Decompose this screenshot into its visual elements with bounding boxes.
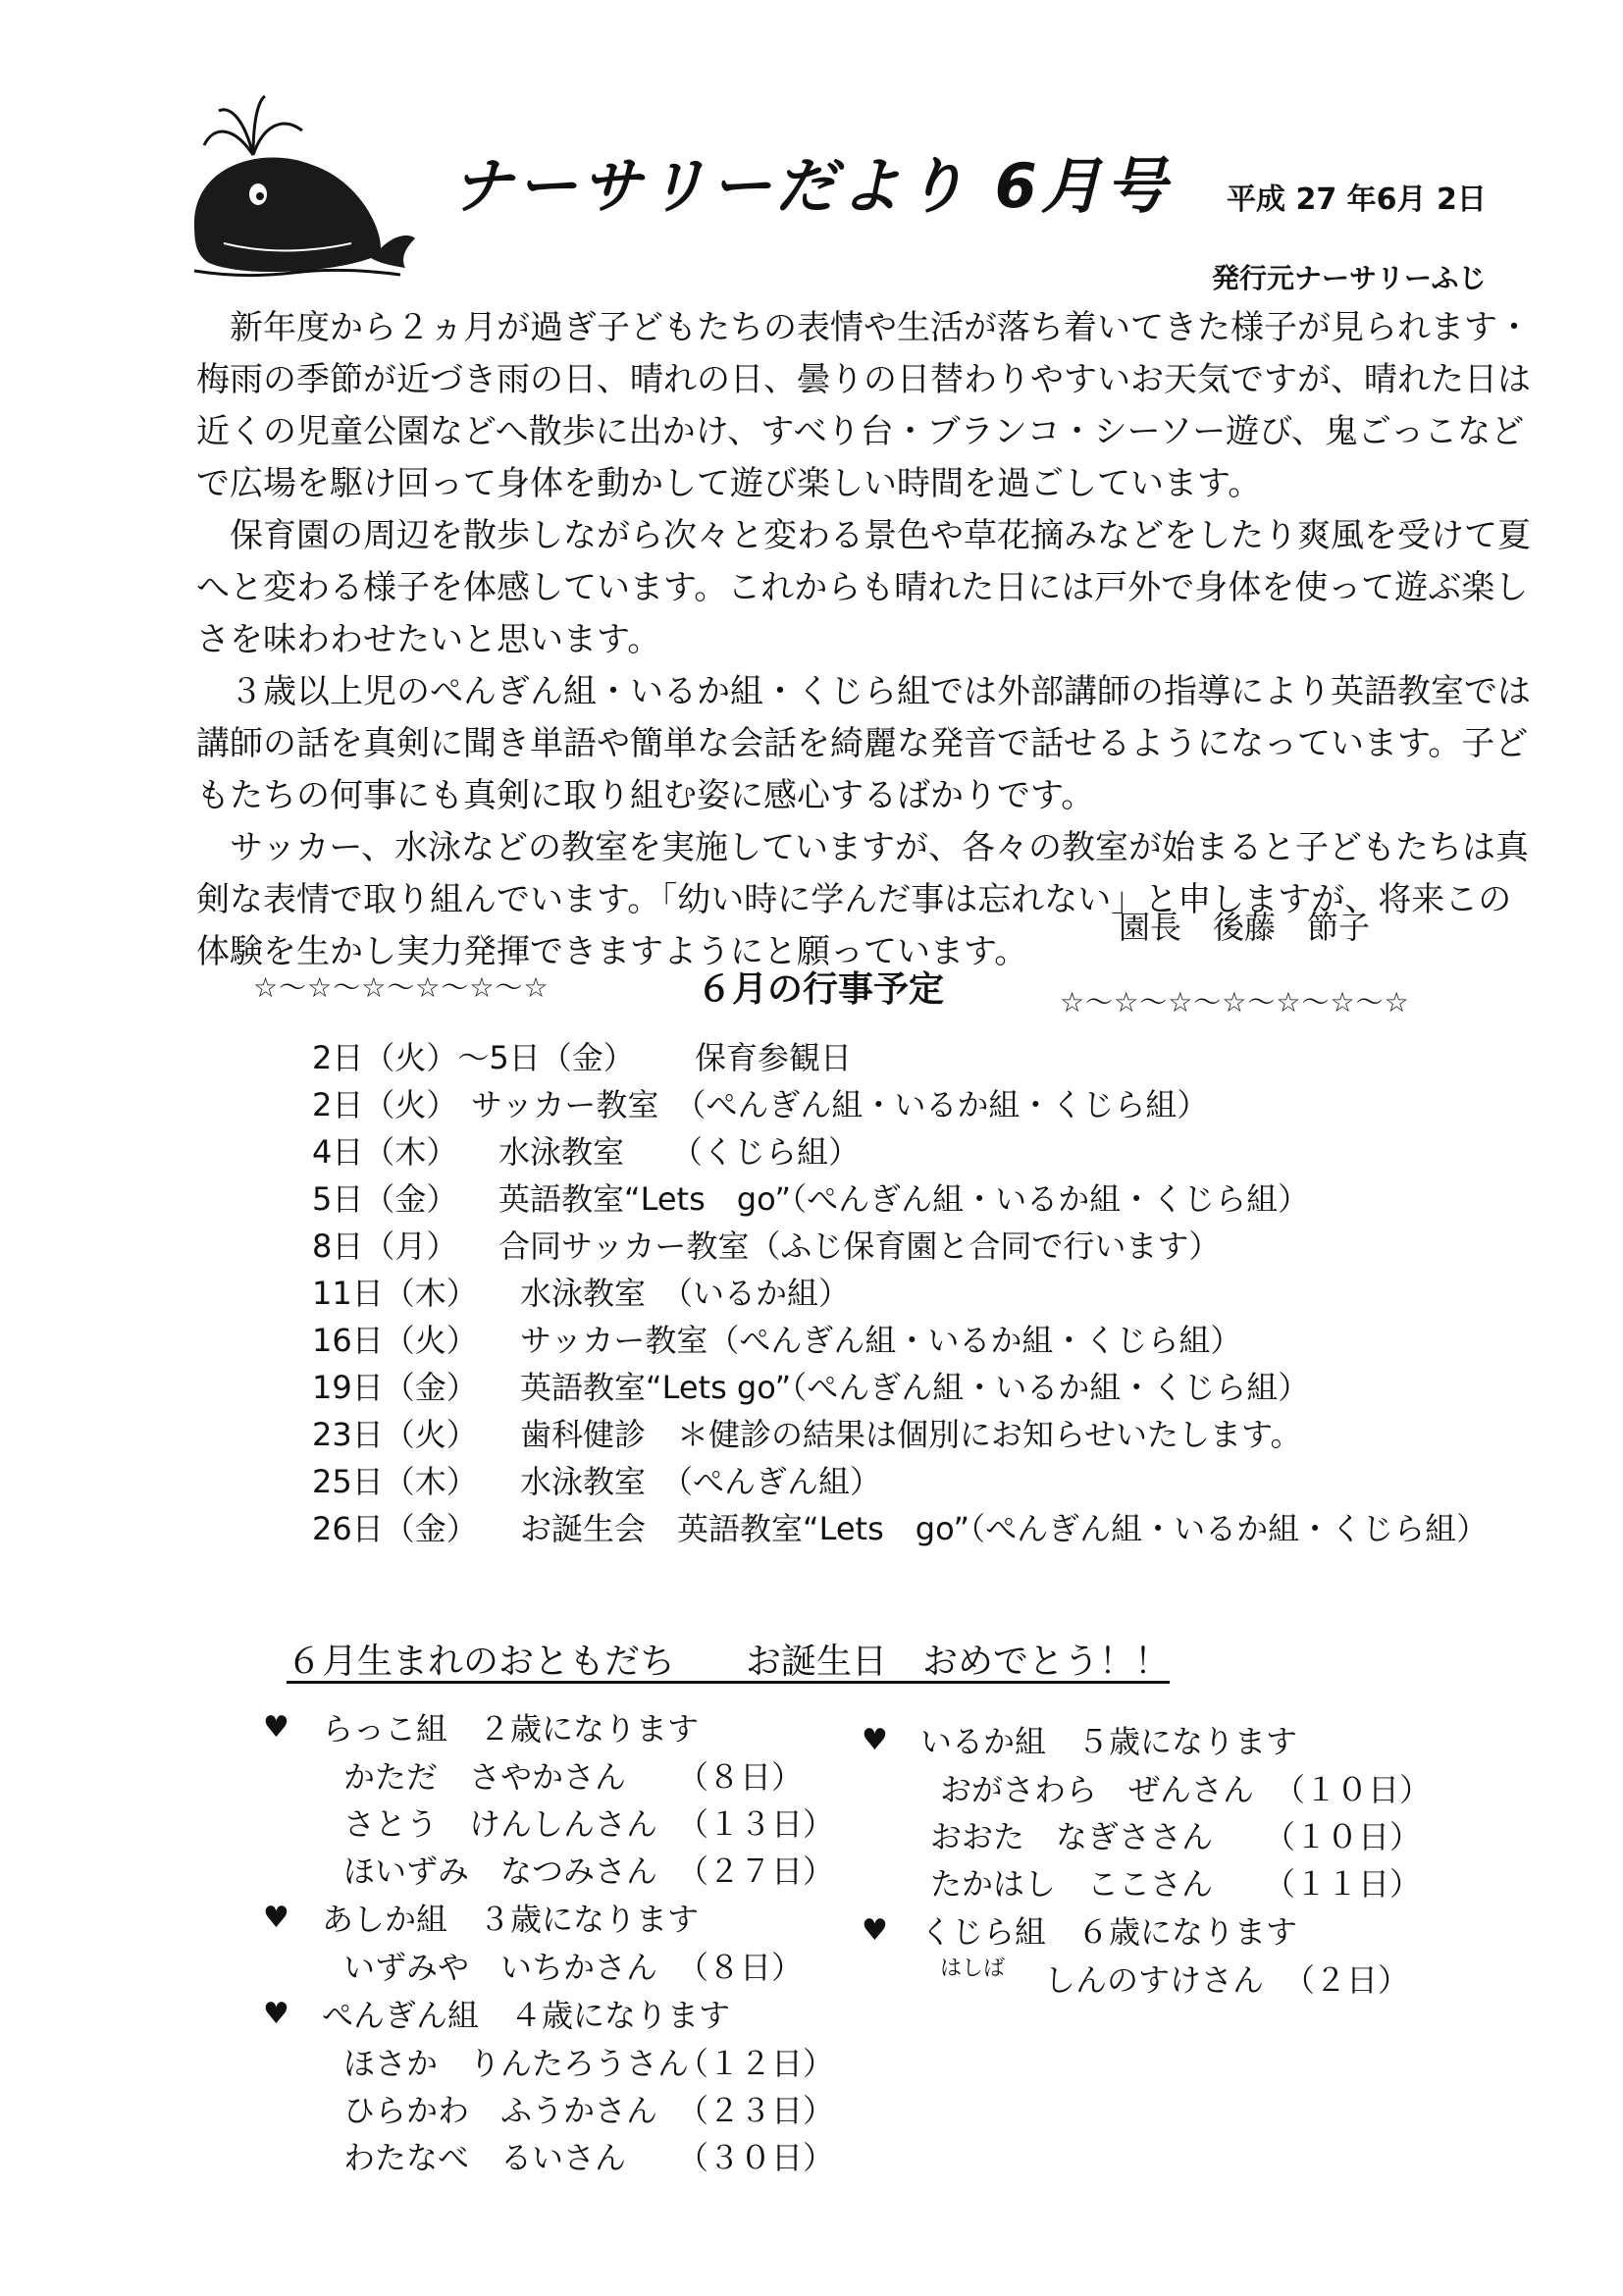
event-date: 16日（火） (312, 1322, 478, 1359)
event-date: 23日（火） (312, 1416, 478, 1453)
newsletter-title: ナーサリーだより 6月号 (451, 150, 1171, 222)
event-desc: お誕生会 英語教室“Lets go”（ぺんぎん組・いるか組・くじら組） (520, 1510, 1489, 1547)
child-row (862, 1955, 1490, 2002)
event-row (312, 1221, 1607, 1268)
heart-icon: ♥ (263, 1996, 289, 2031)
paragraph: ３歳以上児のぺんぎん組・いるか組・くじら組では外部講師の指導により英語教室では講師の話を真剣に聞き単語や簡単な会話を綺麗な発音で話せるようになっています。子どもたちの何事にも真剣に取り組む姿に感心するばかりです。 (196, 672, 1531, 815)
child-day: （１２日） (677, 2045, 835, 2082)
event-row (312, 1503, 1607, 1550)
birthday-column-left (263, 1702, 891, 2179)
child-name: ほさか りんたろうさん (343, 2045, 690, 2082)
event-row (312, 1174, 1607, 1221)
child-row (263, 1751, 891, 1799)
child-row (862, 1811, 1490, 1858)
event-desc: 合同サッカー教室（ふじ保育園と合同で行います） (498, 1227, 1221, 1265)
child-day: （２７日） (677, 1852, 835, 1890)
child-row (862, 1764, 1490, 1811)
class-group (263, 1893, 891, 1989)
birthday-title: ６月生まれのおともだち お誕生日 おめでとう！！ (287, 1642, 1171, 1682)
event-desc: サッカー教室（ぺんぎん組・いるか組・くじら組） (520, 1322, 1242, 1359)
child-row (862, 1858, 1490, 1905)
child-name: いずみや いちかさん (343, 1949, 658, 1986)
event-row (312, 1126, 1607, 1174)
event-desc: 英語教室“Lets go”（ぺんぎん組・いるか組・くじら組） (498, 1180, 1310, 1218)
class-heading-text: いるか組 ５歳になります (920, 1723, 1298, 1760)
child-day: （１０日） (1274, 1771, 1432, 1808)
events-title: ６月の行事予定 (697, 969, 945, 1010)
principal-signature: 園長 後藤 節子 (1119, 909, 1371, 946)
class-group (862, 1715, 1490, 1905)
heart-icon: ♥ (862, 1912, 888, 1948)
event-date: 19日（金） (312, 1369, 478, 1406)
child-name: わたなべ るいさん (343, 2139, 627, 2176)
child-day: （１０日） (1264, 1818, 1422, 1855)
child-row (263, 1846, 891, 1893)
child-day: （２日） (1283, 1961, 1410, 1999)
child-name: かただ さやかさん (343, 1758, 627, 1796)
class-heading (263, 1989, 891, 2038)
child-row (263, 1942, 891, 1989)
whale-icon (184, 86, 420, 283)
event-desc: 水泳教室 （ぺんぎん組） (520, 1463, 882, 1500)
event-desc: 保育参観日 (695, 1039, 853, 1076)
child-row (263, 2085, 891, 2132)
event-date: 2日（火） (312, 1086, 458, 1123)
event-date: 25日（木） (312, 1463, 478, 1500)
event-date: 8日（月） (312, 1227, 458, 1265)
heart-icon: ♥ (263, 1709, 289, 1745)
intro-text (196, 302, 1531, 978)
child-name: おがさわら ぜんさん (940, 1771, 1255, 1808)
heart-icon: ♥ (862, 1722, 888, 1757)
star-border-right: ☆～☆～☆～☆～☆～☆～☆ (1060, 986, 1410, 1018)
class-heading (263, 1893, 891, 1942)
heart-icon: ♥ (263, 1900, 289, 1935)
event-row (312, 1362, 1607, 1409)
class-heading-text: あしか組 ３歳になります (322, 1901, 700, 1938)
class-heading-text: くじら組 ６歳になります (920, 1913, 1298, 1951)
child-day: （８日） (677, 1949, 804, 1986)
event-desc: 英語教室“Lets go”（ぺんぎん組・いるか組・くじら組） (520, 1369, 1310, 1406)
child-row (263, 1799, 891, 1846)
event-row (312, 1315, 1607, 1362)
child-name: おおた なぎささん (930, 1818, 1214, 1855)
event-row (312, 1456, 1607, 1503)
paragraph: 保育園の周辺を散歩しながら次々と変わる景色や草花摘みなどをしたり爽風を受けて夏へと変わる様子を体感しています。これからも晴れた日には戸外で身体を使って遊ぶ楽しさを味わわせたいと思います。 (196, 516, 1531, 659)
event-desc: 水泳教室 （くじら組） (498, 1133, 861, 1171)
child-day: （１３日） (677, 1805, 835, 1843)
handwritten-note: はしば (940, 1956, 1006, 1981)
class-group (263, 1702, 891, 1893)
event-date: 5日（金） (312, 1180, 458, 1218)
event-desc: 歯科健診 ＊健診の結果は個別にお知らせいたします。 (520, 1416, 1302, 1453)
event-row (312, 1079, 1607, 1126)
event-date: 2日（火）～5日（金） (312, 1039, 635, 1076)
child-row (263, 2132, 891, 2179)
event-row (312, 1409, 1607, 1456)
class-heading (862, 1715, 1490, 1764)
class-heading-text: ぺんぎん組 ４歳になります (322, 1997, 731, 2034)
class-heading (263, 1702, 891, 1751)
child-row (263, 2038, 891, 2085)
child-day: （８日） (677, 1758, 804, 1796)
event-date: 26日（金） (312, 1510, 478, 1547)
child-name: ほいずみ なつみさん (343, 1852, 658, 1890)
child-name: ひらかわ ふうかさん (343, 2092, 658, 2129)
child-name: たかはし ここさん (930, 1865, 1214, 1903)
event-date: 11日（木） (312, 1275, 478, 1312)
child-name: しんのすけさん (1044, 1961, 1265, 1999)
publisher: 発行元ナーサリーふじ (1212, 262, 1487, 294)
birthday-column-right (862, 1715, 1490, 2002)
events-list (312, 1032, 1607, 1550)
event-desc: サッカー教室 （ぺんぎん組・いるか組・くじら組） (471, 1086, 1209, 1123)
star-border-left: ☆～☆～☆～☆～☆～☆ (253, 971, 550, 1004)
event-row (312, 1268, 1607, 1315)
paragraph: 新年度から２ヵ月が過ぎ子どもたちの表情や生活が落ち着いてきた様子が見られます・梅雨の季節が近づき雨の日、晴れの日、曇りの日替わりやすいお天気ですが、晴れた日は近くの児童公園などへ散歩に出かけ、すべり台・ブランコ・シーソー遊び、鬼ごっこなどで広場を駆け回って身体を動かして遊び楽しい時間を過ごしています。 (196, 308, 1531, 503)
class-group (862, 1905, 1490, 2002)
event-row (312, 1032, 1607, 1079)
child-day: （１１日） (1264, 1865, 1422, 1903)
child-name: さとう けんしんさん (343, 1805, 658, 1843)
issue-date: 平成 27 年6月 2日 (1227, 183, 1487, 217)
class-heading-text: らっこ組 ２歳になります (322, 1710, 700, 1748)
event-desc: 水泳教室 （いるか組） (520, 1275, 851, 1312)
class-heading (862, 1905, 1490, 1955)
event-date: 4日（木） (312, 1133, 458, 1171)
child-day: （３０日） (677, 2139, 835, 2176)
child-day: （２３日） (677, 2092, 835, 2129)
class-group (263, 1989, 891, 2179)
paragraph: サッカー、水泳などの教室を実施していますが、各々の教室が始まると子どもたちは真剣な表情で取り組んでいます。「幼い時に学んだ事は忘れない」と申しますが、将来この体験を生かし実力発揮できますようにと願っています。 (196, 828, 1529, 971)
